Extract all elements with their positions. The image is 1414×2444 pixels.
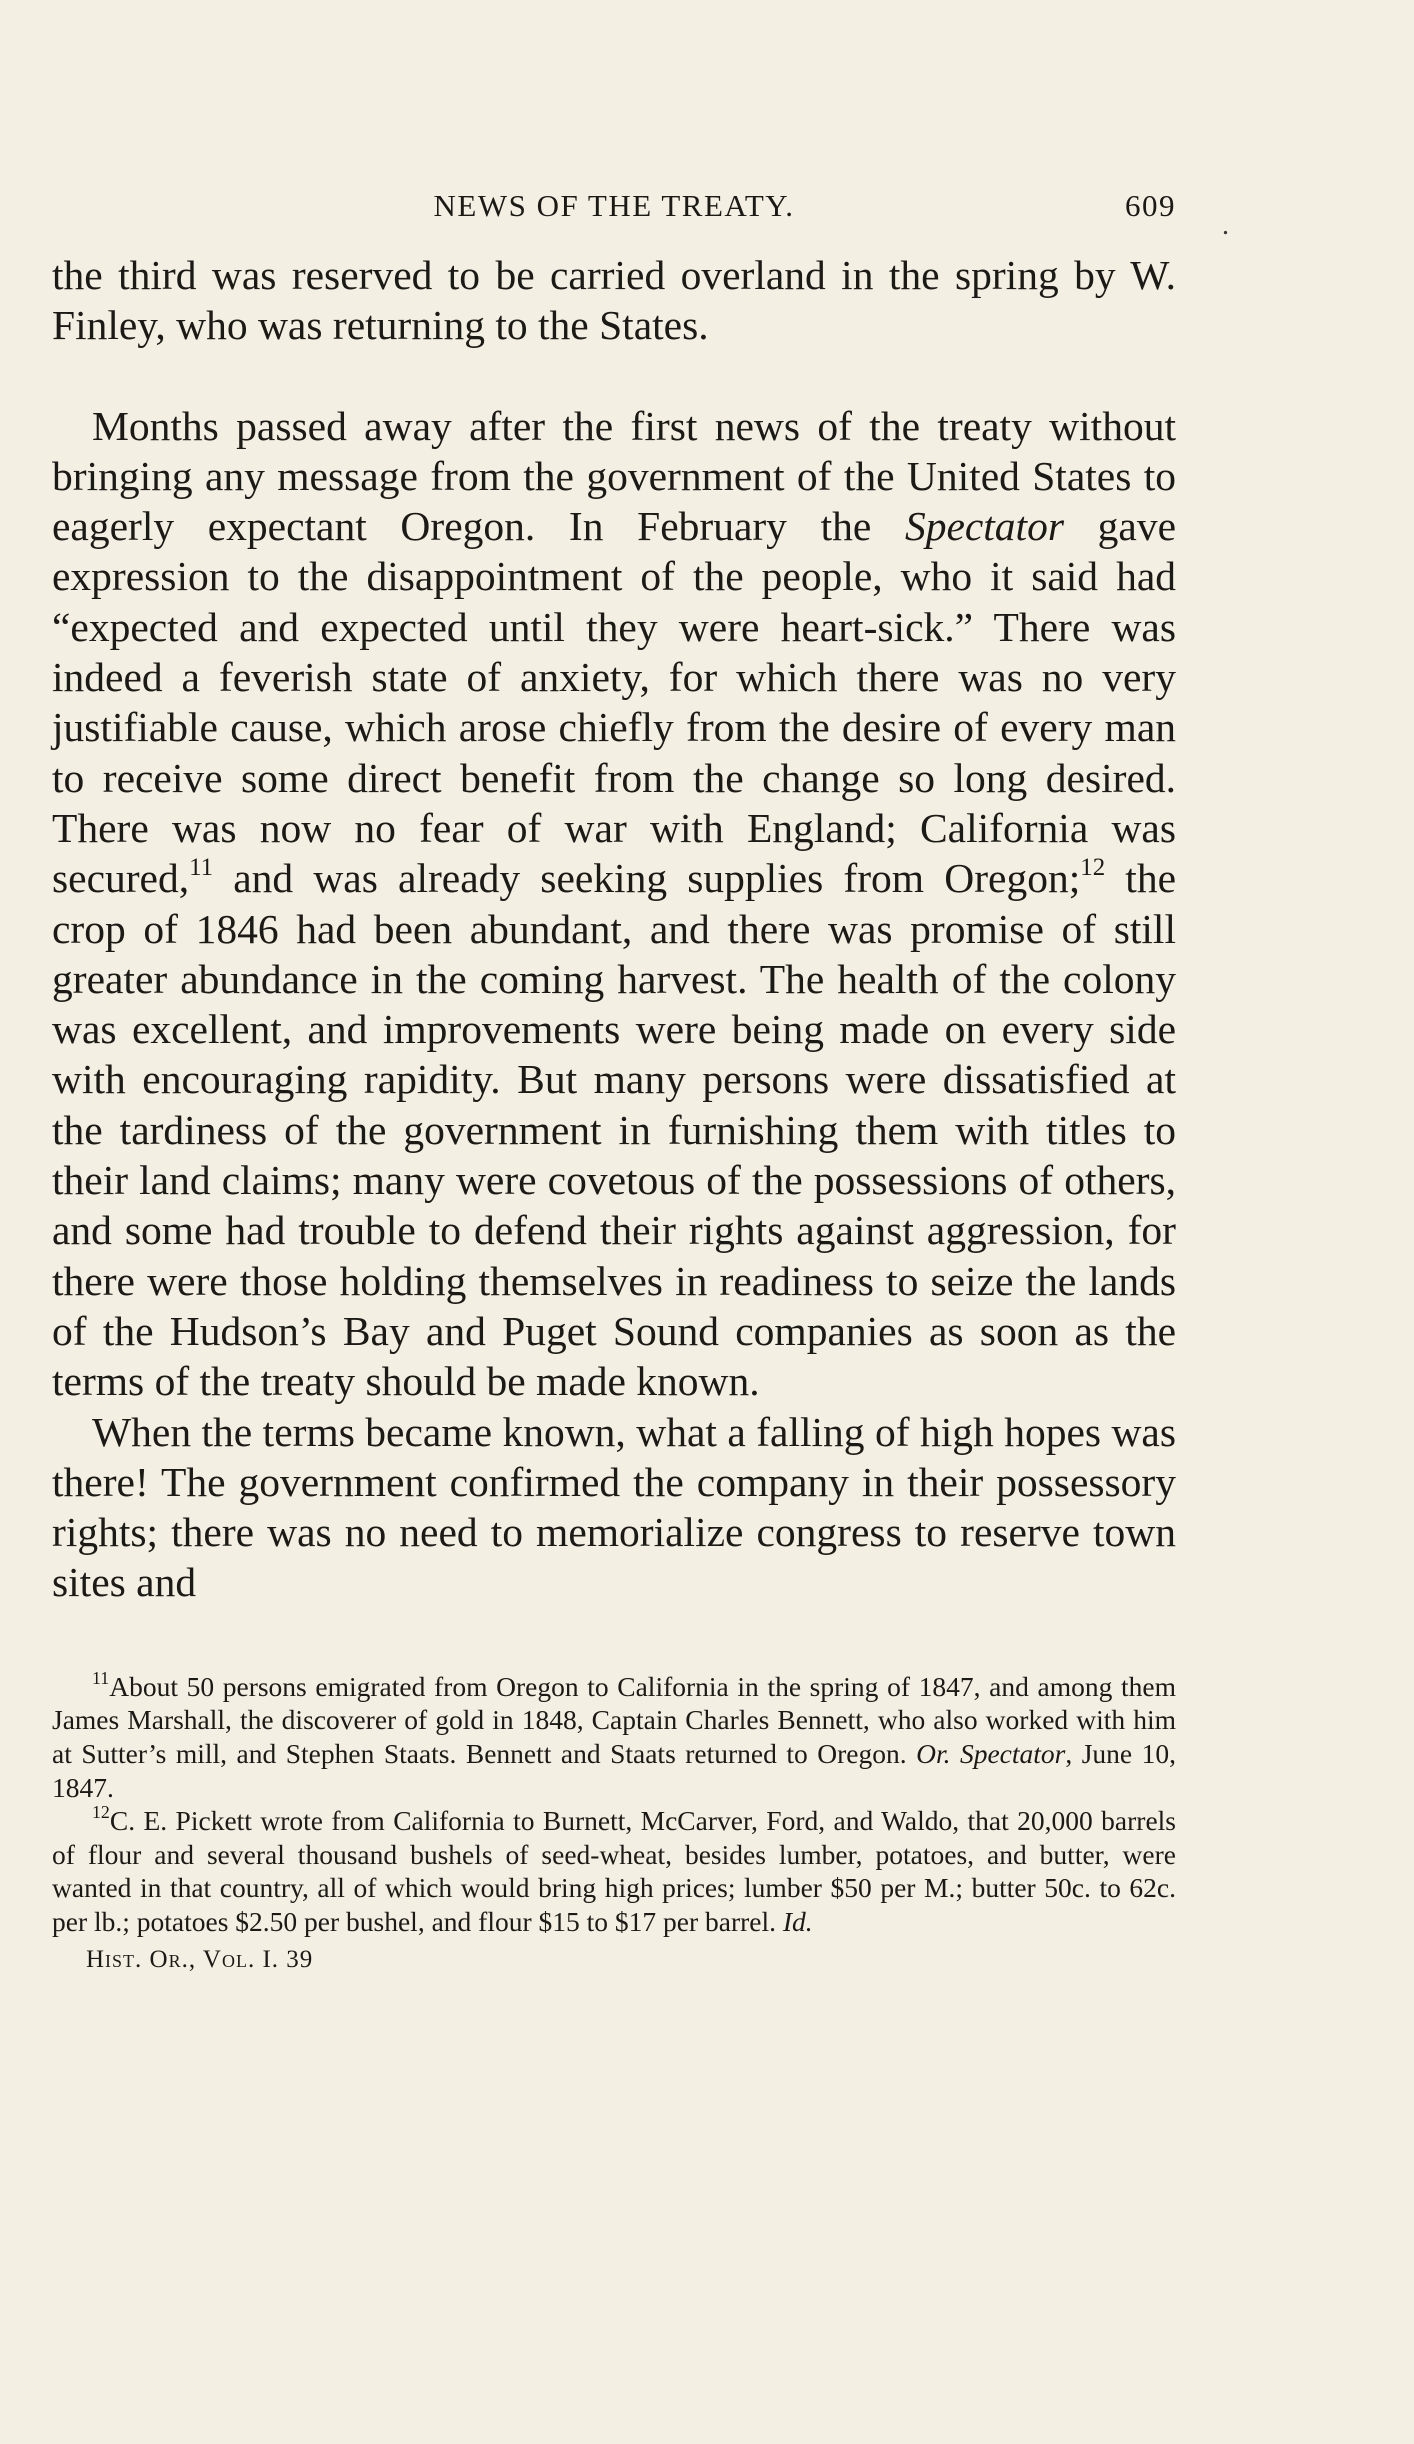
paragraph-2-text-d: the crop of 1846 had been abundant, and there was promise of still greater abundance in the coming harvest. The health of the colony was excellent, and improvements were being made on every side with encouraging rapidity. But many persons were dissatisfied at the tardiness of the government in furnishing them with titles to their land claims; many were covetous of the possessions of others, and some had trouble to defend their rights against aggression, for there were those holding themselves in readiness to seize the lands of the Hudson’s Bay and Puget Sound companies as soon as the terms of the treaty should be made known.: [52, 855, 1177, 1405]
signature-mark: Hist. Or., Vol. I. 39: [86, 1946, 314, 1974]
footnote-12: [52, 1804, 1176, 1938]
paragraph-continuation: [52, 250, 1176, 351]
footnote-12-text-a: C. E. Pickett wrote from California to Burnett, McCarver, Ford, and Waldo, that 20,000 barrels of flour and several thousand bushels of seed-wheat, besides lumber, potatoes, and butter, were wanted in that country, all of which would bring high prices; lumber $50 per M.; butter 50c. to 62c. per lb.; potatoes $2.50 per bushel, and flour $15 to $17 per barrel.: [52, 1805, 1176, 1937]
footnotes: [52, 1667, 1176, 1939]
paragraph-2-text-c: and was already seeking supplies from Oregon;: [213, 855, 1081, 902]
paragraph-2: [52, 401, 1176, 1407]
footnote-12-mark: 12: [92, 1802, 110, 1823]
body-text: [52, 250, 1176, 1608]
paragraph-2-text-b: gave expression to the disappointment of the people, who it said had “expected and expected until they were heart-sick.” There was indeed a feverish state of anxiety, for which there was no very justifiable cause, which arose chiefly from the desire of every man to receive some direct benefit from the change so long desired. There was now no fear of war with England; California was secured,: [52, 503, 1176, 902]
spectator-title: Spectator: [904, 503, 1064, 550]
running-head: [52, 170, 1176, 230]
footnote-11: [52, 1667, 1176, 1804]
footnote-12-source: Id.: [782, 1905, 813, 1937]
paragraph-1-text: the third was reserved to be carried overland in the spring by W. Finley, who was returning to the States.: [52, 252, 1176, 349]
paragraph-2-text-a: Months passed away after the first news of the treaty without bringing any message from the government of the United States to eagerly expectant Oregon. In February the: [52, 402, 1176, 550]
page-number: 609: [1125, 188, 1176, 223]
footnote-11-text-a: About 50 persons emigrated from Oregon to California in the spring of 1847, and among them James Marshall, the discoverer of gold in 1848, Captain Charles Bennett, who also worked with him at Sutter’s mill, and Stephen Staats. Bennett and Staats returned to Oregon.: [52, 1670, 1176, 1769]
running-title: NEWS OF THE TREATY.: [433, 188, 795, 223]
book-page: [52, 170, 1176, 1974]
paragraph-3: [52, 1407, 1176, 1608]
footnote-11-text-b: , June 10, 1847.: [52, 1737, 1176, 1803]
footnote-ref-12: 12: [1080, 853, 1106, 881]
footnote-ref-11: 11: [189, 853, 214, 881]
stray-mark: .: [1222, 210, 1229, 241]
footnote-11-source: Or. Spectator: [916, 1737, 1066, 1769]
footnote-11-mark: 11: [92, 1667, 110, 1688]
paragraph-3-text: When the terms became known, what a falling of high hopes was there! The government confirmed the company in their possessory rights; there was no need to memorialize congress to reserve town sites and: [52, 1408, 1176, 1606]
